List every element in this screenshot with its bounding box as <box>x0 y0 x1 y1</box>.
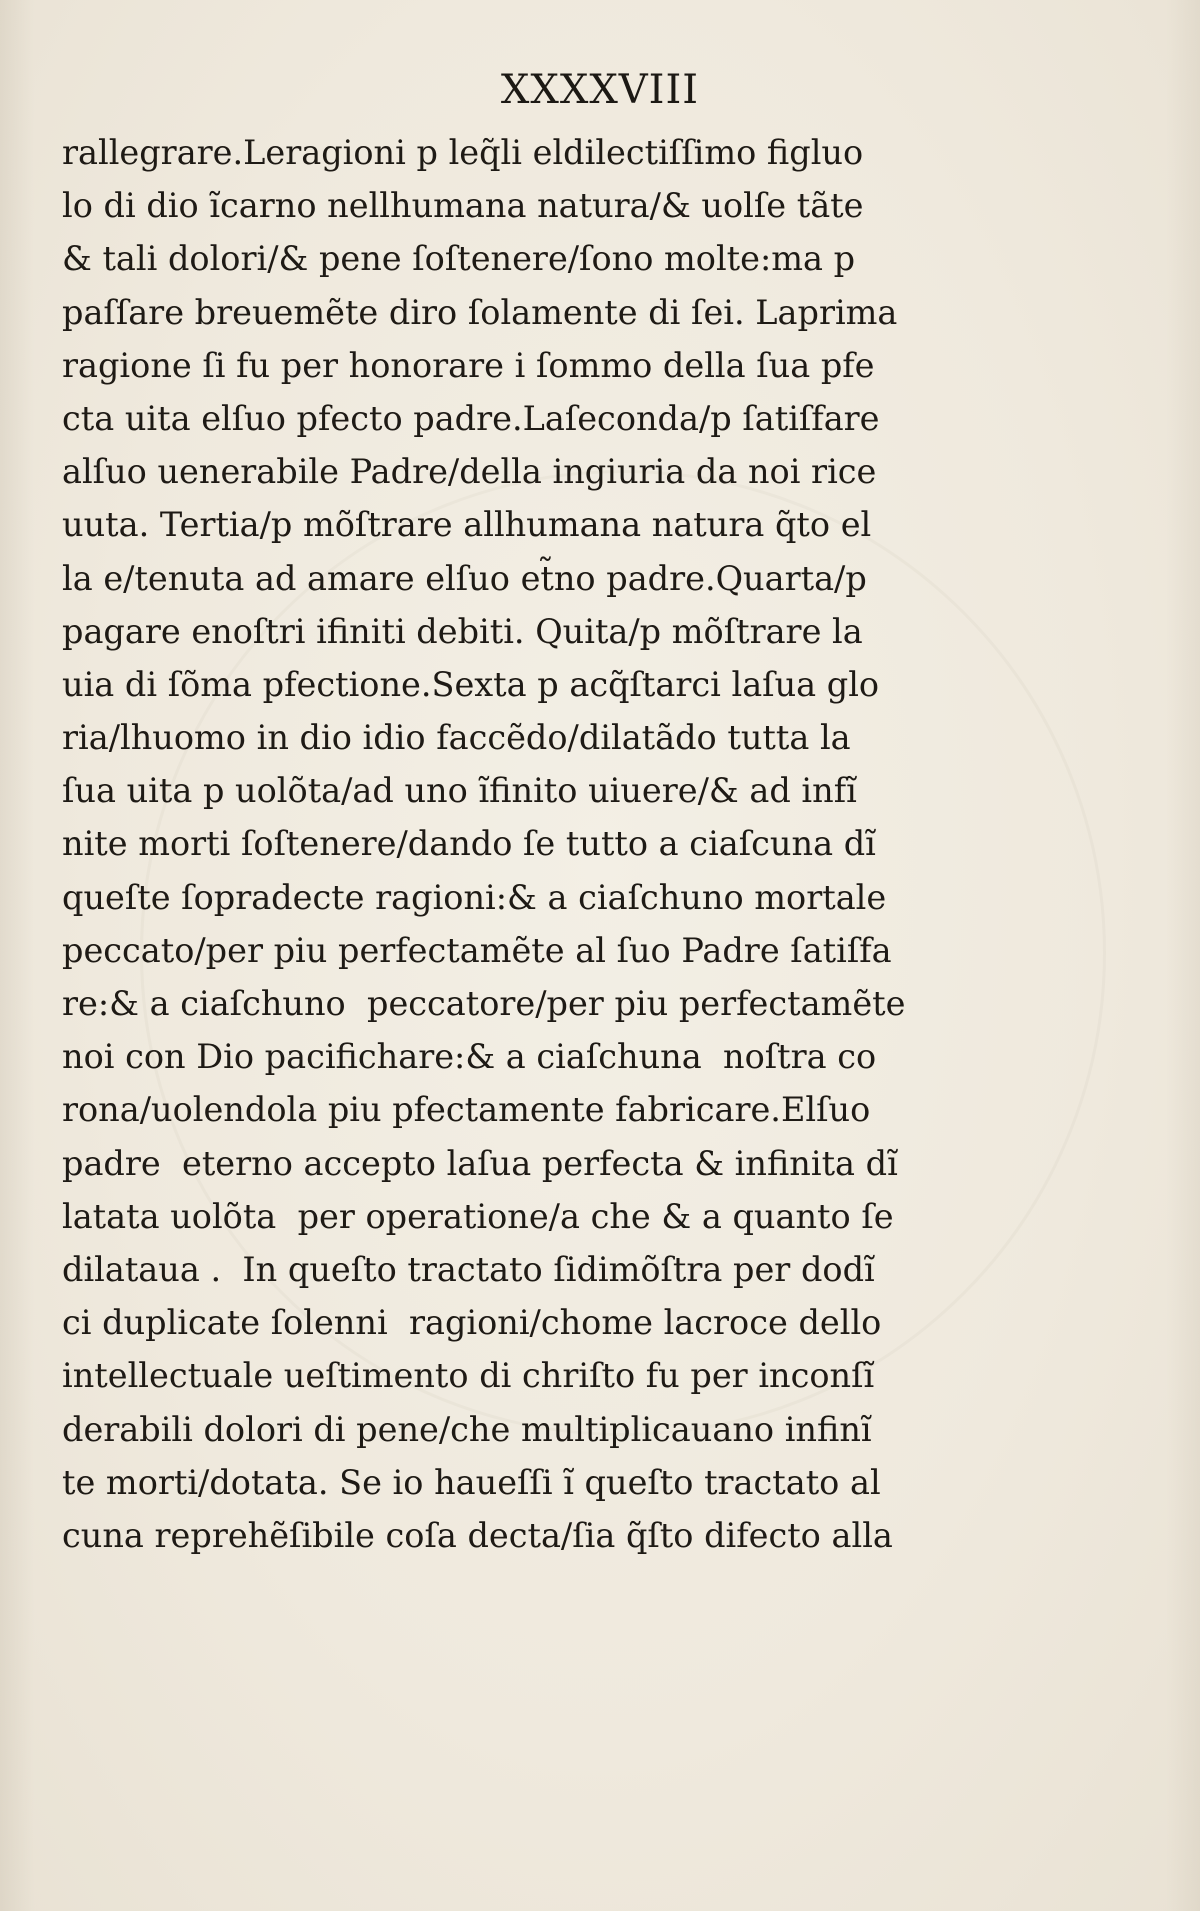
page-edge-shadow <box>1166 0 1200 1911</box>
text-line: te morti/dotata. Se io haueſſi ĩ queſto tractato al <box>62 1462 881 1502</box>
page-gutter-shadow <box>0 0 34 1911</box>
text-line: paſſare breuemẽte diro ſolamente di ſei. Laprima <box>62 292 898 332</box>
text-line: nite morti ſoſtenere/dando ſe tutto a ciaſcuna dĩ <box>62 824 876 864</box>
text-line: dilataua . In queſto tractato ſidimõſtra per dodĩ <box>62 1249 875 1289</box>
text-line: ſua uita p uolõta/ad uno ĩfinito uiuere/& ad infĩ <box>62 771 857 811</box>
text-line: cuna reprehẽſibile coſa decta/ſia q̃ſto difecto alla <box>62 1515 893 1555</box>
text-line: cta uita elſuo pfecto padre.Laſeconda/p ſatiſfare <box>62 398 880 438</box>
text-line: derabili dolori di pene/che multiplicauano infinĩ <box>62 1409 872 1449</box>
text-line: pagare enoſtri ifiniti debiti. Quita/p mõſtrare la <box>62 611 863 651</box>
folio-number: XXXXVIII <box>500 67 700 113</box>
text-line: & tali dolori/& pene ſoſtenere/ſono molte:ma p <box>62 239 856 279</box>
text-line: ragione ſi fu per honorare i ſommo della ſua pfe <box>62 345 875 385</box>
text-line: rona/uolendola piu pfectamente fabricare.Elſuo <box>62 1090 871 1130</box>
text-line: uuta. Tertia/p mõſtrare allhumana natura q̃to el <box>62 505 872 545</box>
text-line: latata uolõta per operatione/a che & a quanto ſe <box>62 1196 894 1236</box>
text-line: ci duplicate ſolenni ragioni/chome lacroce dello <box>62 1303 882 1343</box>
text-line: re:& a ciaſchuno peccatore/per piu perfectamẽte <box>62 984 906 1023</box>
text-line: alſuo uenerabile Padre/della ingiuria da noi rice <box>62 452 877 492</box>
text-line: padre eterno accepto laſua perfecta & infinita dĩ <box>62 1143 898 1183</box>
text-line: peccato/per piu perfectamẽte al ſuo Padre ſatiſfa <box>62 930 892 970</box>
text-line: rallegrare.Leragioni p leq̃li eldilectiſſimo figluo <box>62 133 864 172</box>
text-line: la e/tenuta ad amare elſuo et̃no padre.Quarta/p <box>62 558 867 598</box>
text-line: ria/lhuomo in dio idio faccẽdo/dilatãdo tutta la <box>62 718 851 758</box>
text-line: uia di ſõma pfectione.Sexta p acq̃ſtarci laſua glo <box>62 664 880 704</box>
text-line: queſte ſopradecte ragioni:& a ciaſchuno mortale <box>62 877 887 917</box>
body-text <box>62 126 920 1562</box>
text-line: noi con Dio pacifichare:& a ciaſchuna noſtra co <box>62 1037 877 1077</box>
text-line: intellectuale ueſtimento di chriſto fu per inconſĩ <box>62 1356 875 1396</box>
text-line: lo di dio ĩcarno nellhumana natura/& uolſe tãte <box>62 186 864 226</box>
